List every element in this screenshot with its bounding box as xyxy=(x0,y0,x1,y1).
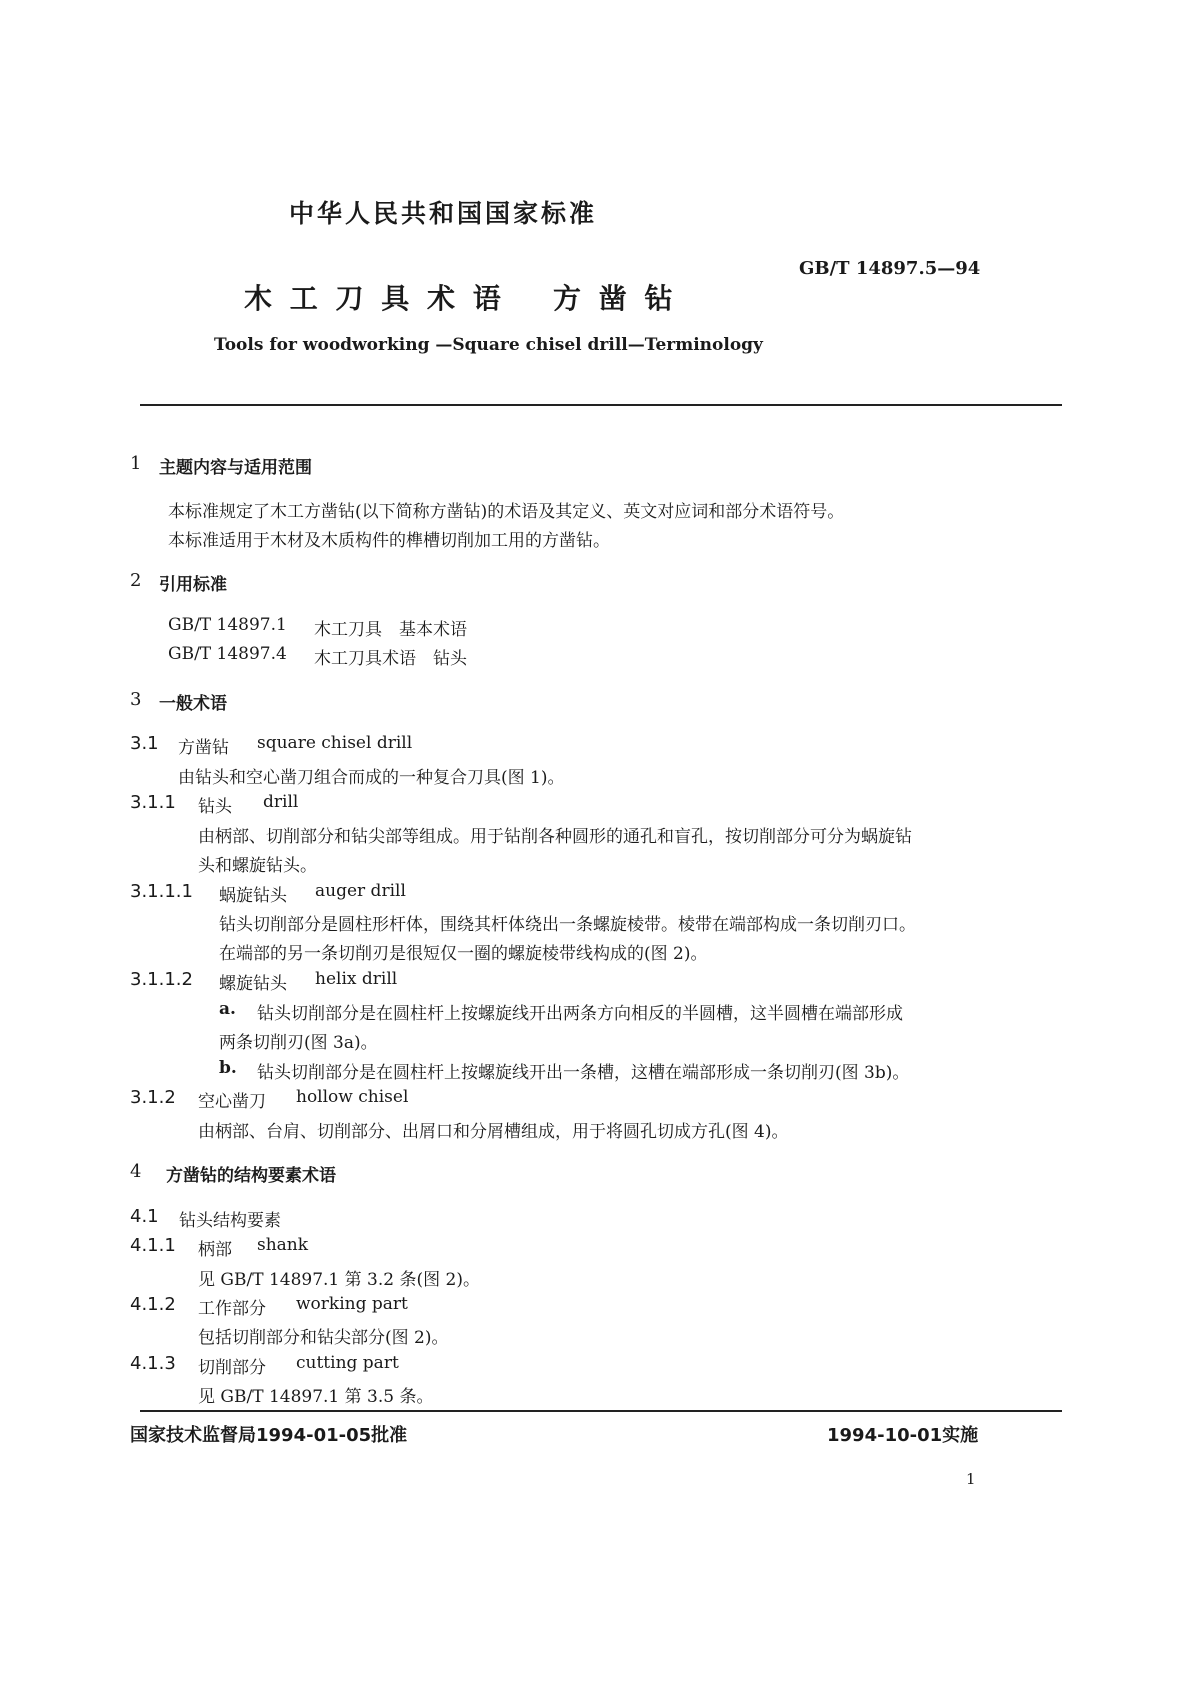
section-3-number: 3 xyxy=(130,689,142,710)
section-4-number: 4 xyxy=(130,1161,142,1182)
footer-rule xyxy=(140,1410,1062,1412)
reference-code: GB/T 14897.1 xyxy=(168,615,287,635)
term-3-1-1-number: 3.1.1 xyxy=(130,792,176,813)
title-cn-right: 方 凿 钻 xyxy=(553,282,677,315)
term-3-1-1-en: drill xyxy=(263,792,299,812)
term-4-1-3-number: 4.1.3 xyxy=(130,1353,176,1374)
term-3-1-1-1-number: 3.1.1.1 xyxy=(130,881,193,902)
term-3-1-en: square chisel drill xyxy=(257,733,413,753)
item-a-label: a. xyxy=(219,999,236,1019)
term-4-1-2-definition: 包括切削部分和钻尖部分(图 2)。 xyxy=(198,1328,449,1348)
term-3-1-1-definition-line-2: 头和螺旋钻头。 xyxy=(198,856,317,876)
term-3-1-1-2-number: 3.1.1.2 xyxy=(130,969,193,990)
item-a-line-2: 两条切削刃(图 3a)。 xyxy=(219,1033,378,1053)
term-4-1-3-en: cutting part xyxy=(296,1353,399,1373)
term-3-1-definition: 由钻头和空心凿刀组合而成的一种复合刀具(图 1)。 xyxy=(178,768,565,788)
term-3-1-number: 3.1 xyxy=(130,733,159,754)
title-cn-left: 木 工 刀 具 术 语 xyxy=(244,282,505,315)
header-rule xyxy=(140,404,1062,406)
term-3-1-1-1-definition-line-2: 在端部的另一条切削刃是很短仅一圈的螺旋棱带线构成的(图 2)。 xyxy=(219,944,708,964)
effective-date: 1994-10-01实施 xyxy=(827,1425,979,1446)
approval-statement: 国家技术监督局1994-01-05批准 xyxy=(130,1425,408,1446)
term-3-1-1-definition-line-1: 由柄部、切削部分和钻尖部等组成。用于钻削各种圆形的通孔和盲孔，按切削部分可分为蜗旋钻 xyxy=(198,827,912,847)
term-3-1-2-definition: 由柄部、台肩、切削部分、出屑口和分屑槽组成，用于将圆孔切成方孔(图 4)。 xyxy=(198,1122,789,1142)
section-2-number: 2 xyxy=(130,570,142,591)
reference-name: 木工刀具术语 钻头 xyxy=(314,649,467,669)
term-4-1-2-en: working part xyxy=(296,1294,408,1314)
term-4-1-2-number: 4.1.2 xyxy=(130,1294,176,1315)
title-en: Tools for woodworking —Square chisel drill—Terminology xyxy=(214,335,763,355)
term-3-1-1-1-en: auger drill xyxy=(315,881,406,901)
term-3-1-2-cn: 空心凿刀 xyxy=(198,1092,266,1112)
term-4-1-2-cn: 工作部分 xyxy=(198,1299,266,1319)
item-b-line-1: 钻头切削部分是在圆柱杆上按螺旋线开出一条槽，这槽在端部形成一条切削刃(图 3b)。 xyxy=(257,1063,910,1083)
item-b-label: b. xyxy=(219,1058,237,1078)
section-1-title: 主题内容与适用范围 xyxy=(159,458,312,478)
term-4-1-1-en: shank xyxy=(257,1235,309,1255)
standard-code: GB/T 14897.5—94 xyxy=(799,258,981,279)
term-3-1-1-1-cn: 蜗旋钻头 xyxy=(219,886,287,906)
section-4-title: 方凿钻的结构要素术语 xyxy=(166,1166,336,1186)
section-2-title: 引用标准 xyxy=(159,575,227,595)
term-4-1-number: 4.1 xyxy=(130,1206,159,1227)
reference-name: 木工刀具 基本术语 xyxy=(314,620,467,640)
term-3-1-2-en: hollow chisel xyxy=(296,1087,409,1107)
term-3-1-1-1-definition-line-1: 钻头切削部分是圆柱形杆体，围绕其杆体绕出一条螺旋棱带。棱带在端部构成一条切削刃口。 xyxy=(219,915,916,935)
page-number: 1 xyxy=(966,1470,976,1488)
term-3-1-1-2-cn: 螺旋钻头 xyxy=(219,974,287,994)
term-4-1-3-cn: 切削部分 xyxy=(198,1358,266,1378)
term-4-1-cn: 钻头结构要素 xyxy=(179,1211,281,1231)
section-1-number: 1 xyxy=(130,453,142,474)
term-4-1-3-definition: 见 GB/T 14897.1 第 3.5 条。 xyxy=(198,1387,434,1407)
section-1-paragraph-1: 本标准规定了木工方凿钻(以下简称方凿钻)的术语及其定义、英文对应词和部分术语符号。 xyxy=(168,502,845,522)
term-3-1-cn: 方凿钻 xyxy=(178,738,229,758)
term-4-1-1-cn: 柄部 xyxy=(198,1240,232,1260)
reference-code: GB/T 14897.4 xyxy=(168,644,287,664)
section-1-paragraph-2: 本标准适用于木材及木质构件的榫槽切削加工用的方凿钻。 xyxy=(168,531,610,551)
term-3-1-2-number: 3.1.2 xyxy=(130,1087,176,1108)
term-3-1-1-cn: 钻头 xyxy=(198,797,232,817)
country-standard-heading: 中华人民共和国国家标准 xyxy=(289,199,598,228)
term-3-1-1-2-en: helix drill xyxy=(315,969,398,989)
section-3-title: 一般术语 xyxy=(159,694,227,714)
item-a-line-1: 钻头切削部分是在圆柱杆上按螺旋线开出两条方向相反的半圆槽，这半圆槽在端部形成 xyxy=(257,1004,903,1024)
term-4-1-1-number: 4.1.1 xyxy=(130,1235,176,1256)
term-4-1-1-definition: 见 GB/T 14897.1 第 3.2 条(图 2)。 xyxy=(198,1270,480,1290)
